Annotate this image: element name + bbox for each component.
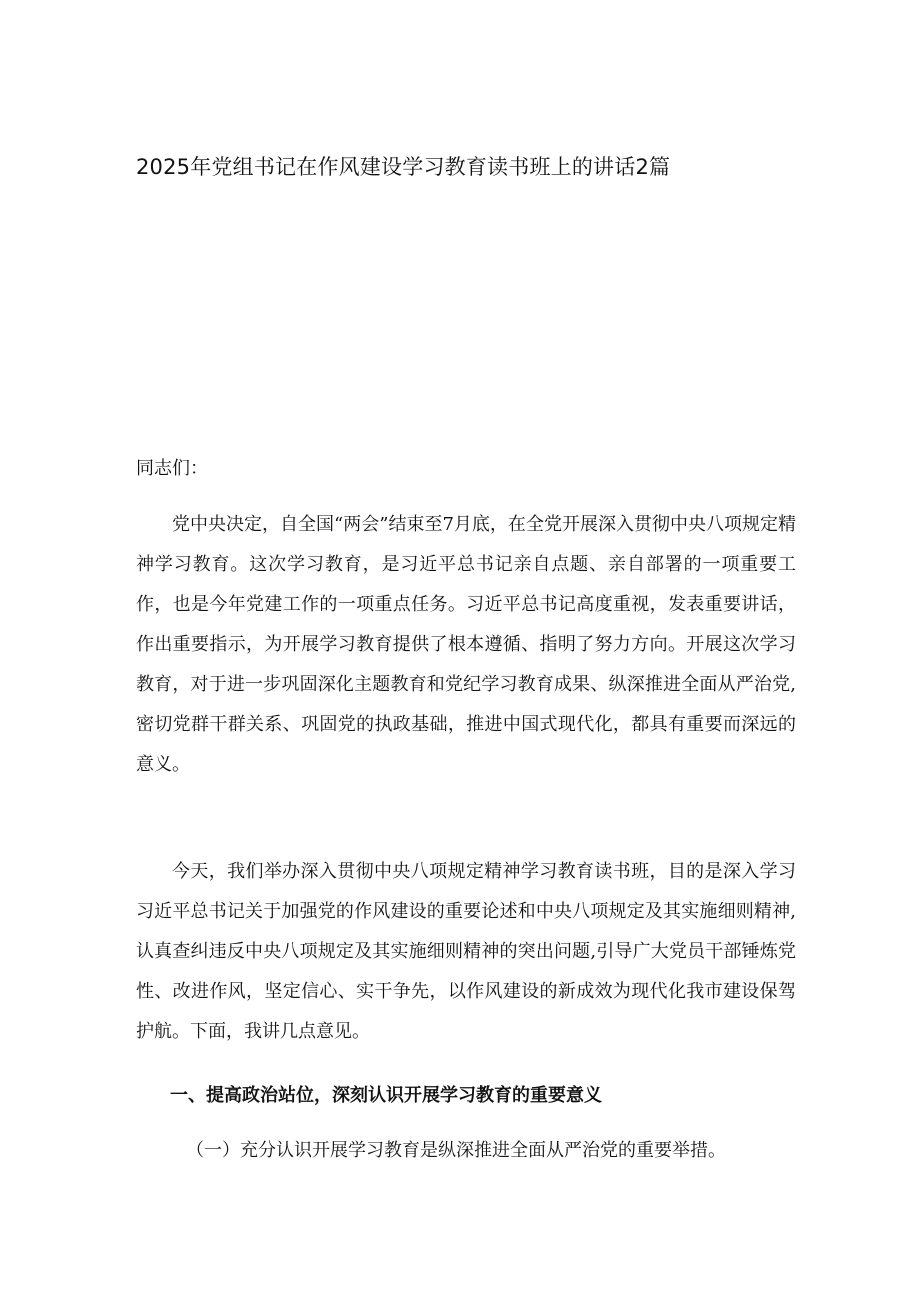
subsection-heading: （一）充分认识开展学习教育是纵深推进全面从严治党的重要举措。 (186, 1140, 726, 1161)
paragraph-1: 党中央决定，自全国“两会”结束至7月底，在全党开展深入贯彻中央八项规定精神学习教育。这次学习教育，是习近平总书记亲自点题、亲自部署的一项重要工作，也是今年党建工作的一项重点任务。习近平总书记高度重视，发表重要讲话，作出重要指示，为开展学习教育提供了根本遵循、指明了努力方向。开展这次学习教育，对于进一步巩固深化主题教育和党纪学习教育成果、纵深推进全面从严治党,密切党群干群关系、巩固党的执政基础，推进中国式现代化，都具有重要而深远的意义。 (136, 514, 796, 775)
paragraph-2: 今天，我们举办深入贯彻中央八项规定精神学习教育读书班，目的是深入学习习近平总书记关于加强党的作风建设的重要论述和中央八项规定及其实施细则精神,认真查纠违反中央八项规定及其实施细则精神的突出问题,引导广大党员干部锤炼党性、改进作风，坚定信心、实干争先，以作风建设的新成效为现代化我市建设保驾护航。下面，我讲几点意见。 (136, 861, 796, 1042)
document-title: 2025年党组书记在作风建设学习教育读书班上的讲话2篇 (136, 155, 671, 179)
section-heading: 一、提高政治站位，深刻认识开展学习教育的重要意义 (170, 1085, 602, 1106)
salutation: 同志们： (136, 458, 208, 479)
